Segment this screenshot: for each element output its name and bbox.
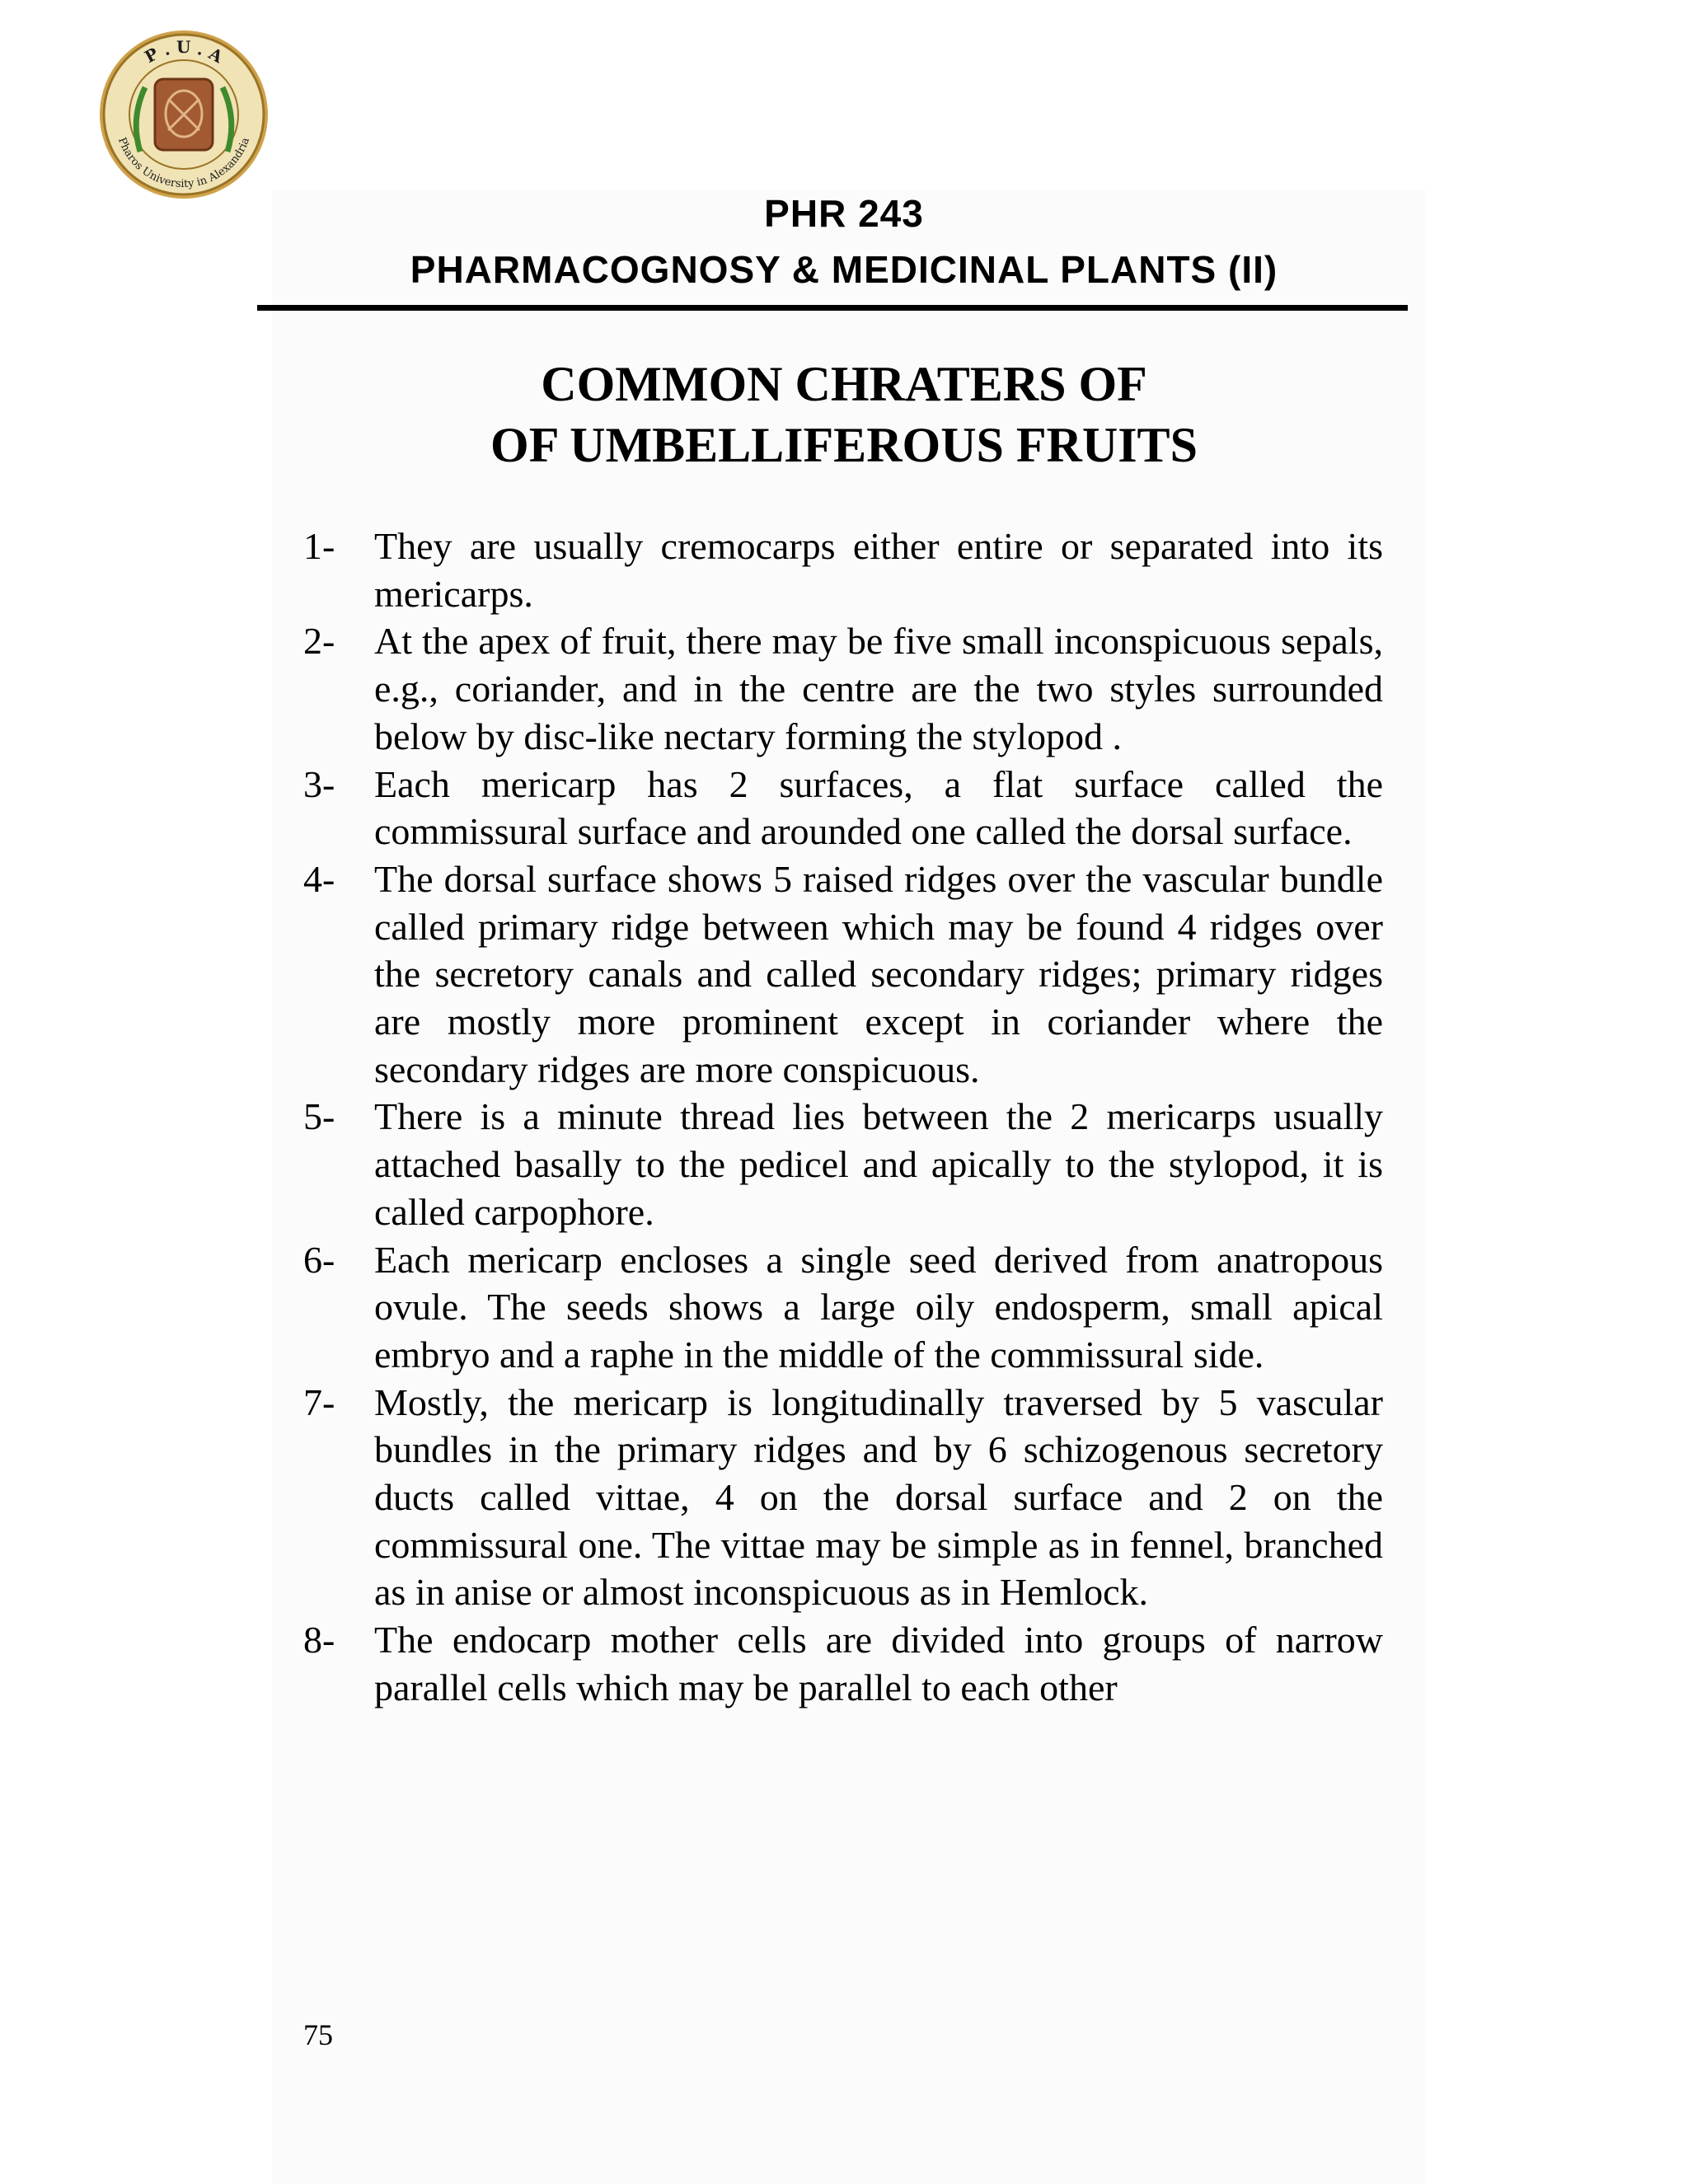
list-item-text: The dorsal surface shows 5 raised ridges over the vascular bundle called primary ridge between which may be found 4 ridges over the secretory canals and called secondary ridges; primary ridges are mostly more prominent except in coriander where the secondary ridges are more conspicuous.: [374, 857, 1383, 1090]
list-item-text: Mostly, the mericarp is longitudinally traversed by 5 vascular bundles in the primary ridges and by 6 schizogenous secretory ducts called vittae, 4 on the dorsal surface and 2 on the commissural one. The vittae may be simple as in fennel, branched as in anise or almost inconspicuous as in Hemlock.: [374, 1380, 1383, 1614]
list-item: [303, 1236, 1383, 1379]
list-item: [303, 1379, 1383, 1617]
list-item-number: 7-: [303, 1380, 335, 1423]
page-number: 75: [303, 2018, 333, 2051]
list-item: [303, 1093, 1383, 1235]
list-item-number: 5-: [303, 1095, 335, 1138]
header-rule: [257, 305, 1408, 311]
characters-list: [303, 523, 1383, 1712]
course-name: PHARMACOGNOSY & MEDICINAL PLANTS (II): [410, 248, 1278, 291]
logo-bottom-text: Pharos University in Alexandria: [115, 135, 253, 191]
list-item-number: 6-: [303, 1238, 335, 1281]
list-item-text: At the apex of fruit, there may be five small inconspicuous sepals, e.g., coriander, and in the centre are the two styles surrounded below by disc-like nectary forming the stylopod .: [374, 620, 1383, 757]
list-item: [303, 617, 1383, 760]
list-item-text: The endocarp mother cells are divided into groups of narrow parallel cells which may be parallel to each other: [374, 1619, 1383, 1708]
list-item-text: Each mericarp encloses a single seed derived from anatropous ovule. The seeds shows a large oily endosperm, small apical embryo and a raphe in the middle of the commissural side.: [374, 1238, 1383, 1376]
list-item-text: They are usually cremocarps either entire or separated into its mericarps.: [374, 525, 1383, 615]
list-item: [303, 855, 1383, 1094]
page-title-line-2: OF UMBELLIFEROUS FRUITS: [490, 418, 1198, 472]
list-item: [303, 761, 1383, 855]
course-code: PHR 243: [764, 192, 924, 235]
logo-top-text: P . U . A: [141, 36, 227, 68]
list-item-number: 4-: [303, 857, 335, 900]
list-item: [303, 523, 1383, 617]
list-item-number: 2-: [303, 620, 335, 663]
list-item: [303, 1616, 1383, 1711]
list-item-number: 3-: [303, 762, 335, 805]
university-logo: [97, 28, 270, 201]
list-item-number: 8-: [303, 1619, 335, 1661]
list-item-text: Each mericarp has 2 surfaces, a flat surface called the commissural surface and arounded one called the dorsal surface.: [374, 762, 1383, 853]
list-item-number: 1-: [303, 525, 335, 567]
page-title-line-1: COMMON CHRATERS OF: [541, 357, 1147, 411]
list-item-text: There is a minute thread lies between the 2 mericarps usually attached basally to the pedicel and apically to the stylopod, it is called carpophore.: [374, 1095, 1383, 1233]
